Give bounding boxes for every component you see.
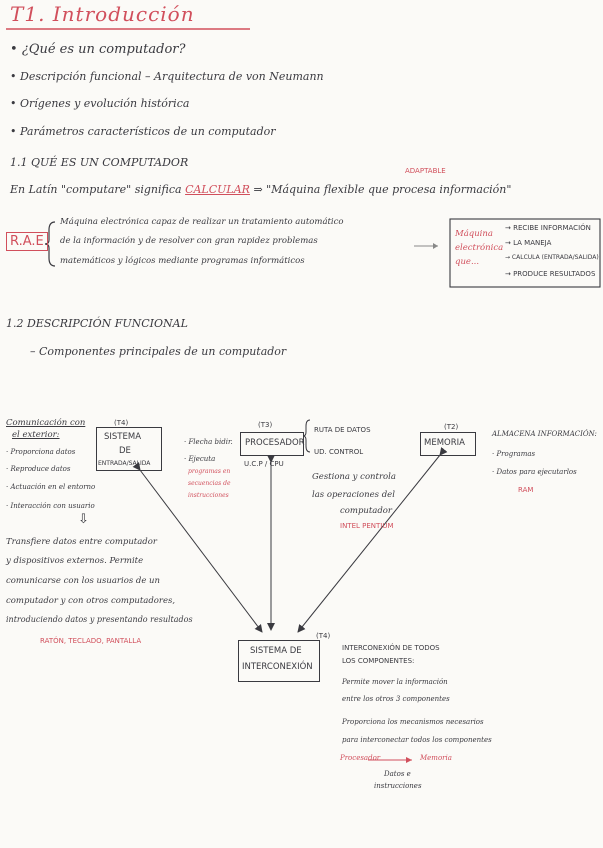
rae-line-3: matemáticos y lógicos mediante programas informáticos <box>60 256 305 266</box>
es-box-line-1: SISTEMA <box>104 432 142 442</box>
topic-4: • Parámetros característicos de un computador <box>10 125 276 138</box>
adaptable-note: ADAPTABLE <box>405 167 446 175</box>
int-box-line-2: INTERCONEXIÓN <box>242 662 313 672</box>
mid-note-2: · Ejecuta <box>184 455 216 463</box>
topic-2: • Descripción funcional – Arquitectura de von Neumann <box>10 70 324 83</box>
proc-part-1: RUTA DE DATOS <box>314 426 371 434</box>
section-2-sub: – Componentes principales de un computador <box>30 345 287 358</box>
proc-para-1: Gestiona y controla <box>312 472 396 482</box>
int-tag: (T4) <box>316 632 331 640</box>
left-para-2: y dispositivos externos. Permite <box>6 556 144 566</box>
mem-box-label: MEMORIA <box>424 438 465 448</box>
proc-box-label: PROCESADOR <box>245 438 305 448</box>
topic-1: • ¿Qué es un computador? <box>10 42 186 57</box>
box-left-1: Máquina <box>455 229 493 239</box>
box-right-4: → PRODUCE RESULTADOS <box>505 270 596 278</box>
rae-label: R.A.E <box>6 232 48 251</box>
left-item-3: · Actuación en el entorno <box>6 483 96 491</box>
int-line-4: para interconectar todos los componentes <box>342 736 492 744</box>
left-title-1: Comunicación con <box>6 418 86 428</box>
proc-brand: INTEL PENTIUM <box>340 522 394 530</box>
int-flow-a: Procesador <box>340 754 381 762</box>
mid-note-5: instrucciones <box>188 492 229 499</box>
es-box-line-3: ENTRADA/SALIDA <box>98 460 151 467</box>
mid-note-3: programas en <box>188 468 231 475</box>
box-left-3: que... <box>455 257 480 267</box>
topic-3: • Orígenes y evolución histórica <box>10 97 190 110</box>
int-flow-b: Memoria <box>420 754 452 762</box>
int-line-1: Permite mover la información <box>342 678 448 686</box>
box-left-2: electrónica <box>455 243 504 253</box>
proc-sub: U.C.P / CPU <box>244 460 284 468</box>
int-title-1: INTERCONEXIÓN DE TODOS <box>342 644 440 652</box>
mem-title: ALMACENA INFORMACIÓN: <box>492 430 597 438</box>
int-title-2: LOS COMPONENTES: <box>342 657 415 665</box>
es-box-line-2: DE <box>119 446 131 456</box>
left-para-5: introduciendo datos y presentando resultados <box>6 615 193 624</box>
page-title: T1. Introducción <box>10 2 195 26</box>
int-line-3: Proporciona los mecanismos necesarios <box>342 718 484 726</box>
down-arrow-icon: ⇩ <box>78 512 89 527</box>
int-flow-c-2: instrucciones <box>374 782 422 790</box>
left-para-1: Transfiere datos entre computador <box>6 537 157 547</box>
left-para-3: comunicarse con los usuarios de un <box>6 576 161 586</box>
left-devices: RATÓN, TECLADO, PANTALLA <box>40 637 142 645</box>
rae-line-2: de la información y de resolver con gran rapidez problemas <box>60 236 318 246</box>
mid-note-4: secuencias de <box>188 480 231 487</box>
proc-part-2: UD. CONTROL <box>314 448 364 456</box>
mem-item-1: · Programas <box>492 450 536 458</box>
int-flow-c-1: Datos e <box>384 770 411 778</box>
latin-definition: En Latín "computare" significa CALCULAR ⇒ "Máquina flexible que procesa información" <box>10 183 512 196</box>
int-line-2: entre los otros 3 componentes <box>342 695 450 703</box>
left-item-4: · Interacción con usuario <box>6 502 95 510</box>
box-right-2: → LA MANEJA <box>505 239 552 247</box>
proc-para-2: las operaciones del <box>312 490 395 500</box>
mid-note-1: · Flecha bidir. <box>184 438 233 446</box>
int-box-line-1: SISTEMA DE <box>250 646 302 656</box>
box-right-1: → RECIBE INFORMACIÓN <box>505 224 591 232</box>
es-tag: (T4) <box>114 419 129 427</box>
proc-tag: (T3) <box>258 421 273 429</box>
section-2-heading: 1.2 DESCRIPCIÓN FUNCIONAL <box>6 317 188 330</box>
left-item-2: · Reproduce datos <box>6 465 71 473</box>
left-para-4: computador y con otros computadores, <box>6 596 176 606</box>
proc-para-3: computador <box>340 506 392 516</box>
rae-line-1: Máquina electrónica capaz de realizar un tratamiento automático <box>60 217 344 227</box>
mem-tag: (T2) <box>444 423 459 431</box>
mem-item-2: · Datos para ejecutarlos <box>492 468 577 476</box>
section-1-heading: 1.1 QUÉ ES UN COMPUTADOR <box>10 156 189 169</box>
left-title-2: el exterior: <box>12 430 60 440</box>
mem-ram: RAM <box>518 486 534 494</box>
box-right-3: → CALCULA (ENTRADA/SALIDA) <box>505 254 599 261</box>
left-item-1: · Proporciona datos <box>6 448 76 456</box>
